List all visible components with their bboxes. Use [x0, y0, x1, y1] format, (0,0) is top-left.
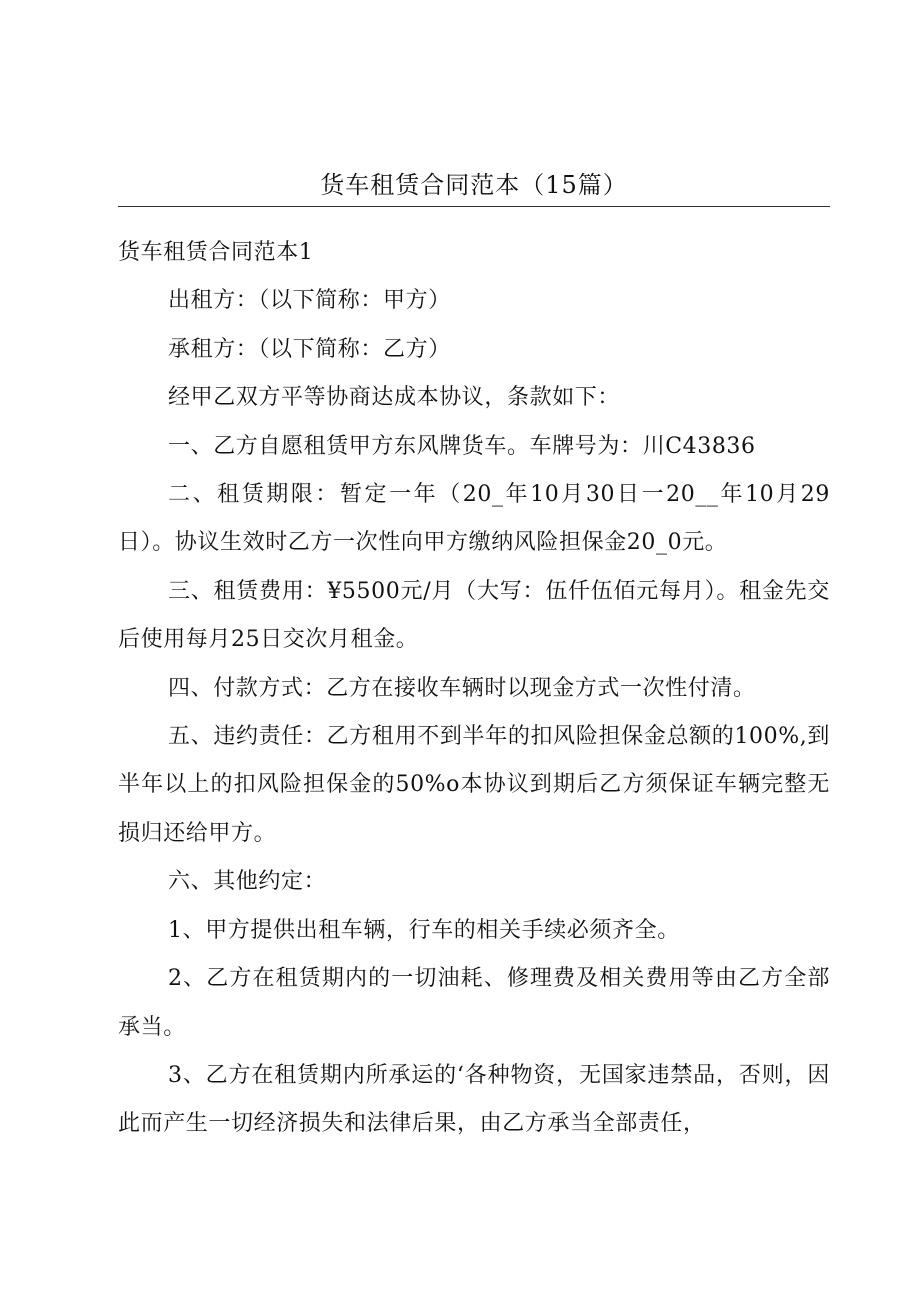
section-heading: 货车租赁合同范本1 — [118, 240, 314, 265]
paragraph-preamble: 经甲乙双方平等协商达成本协议，条款如下： — [168, 385, 621, 411]
document-title: 货车租赁合同范本（15篇） — [320, 171, 628, 199]
sub-clause-1: 1、甲方提供出租车辆，行车的相关手续必须齐全。 — [168, 917, 680, 943]
paragraph-lessee: 承租方：（以下简称：乙方） — [168, 336, 451, 362]
title-divider — [118, 206, 830, 207]
clause-5-liability: 五、违约责任：乙方租用不到半年的扣风险担保金总额的100%,到半年以上的扣风险担保金的50%o本协议到期后乙方须保证车辆完整无损归还给甲方。 — [118, 724, 830, 846]
clause-6-other: 六、其他约定： — [168, 869, 327, 895]
paragraph-lessor: 出租方：（以下简称：甲方） — [168, 288, 451, 314]
sub-clause-2: 2、乙方在租赁期内的一切油耗、修理费及相关费用等由乙方全部承当。 — [118, 966, 830, 1040]
clause-4-payment: 四、付款方式：乙方在接收车辆时以现金方式一次性付清。 — [168, 675, 756, 701]
clause-1-vehicle: 一、乙方自愿租赁甲方东风牌货车。车牌号为：川C43836 — [168, 433, 756, 459]
clause-3-rent: 三、租赁费用：¥5500元/月（大写：伍仟伍佰元每月）。租金先交后使用每月25日交次月租金。 — [118, 578, 830, 653]
sub-clause-3: 3、乙方在租赁期内所承运的‘各种物资，无国家违禁品，否则，因此而产生一切经济损失和法律后果，由乙方承当全部责任， — [118, 1062, 830, 1137]
clause-2-term: 二、租赁期限：暂定一年（20_年10月30日一20__年10月29日）。协议生效时乙方一次性向甲方缴纳风险担保金20_0元。 — [118, 482, 830, 556]
document-body — [118, 229, 830, 1149]
